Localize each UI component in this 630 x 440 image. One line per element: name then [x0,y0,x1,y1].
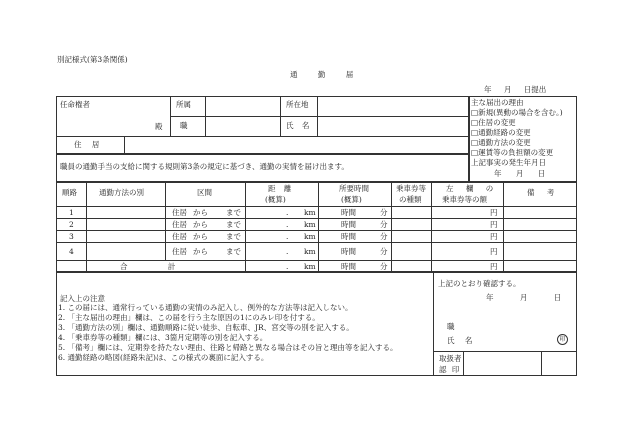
location-label: 所在地 [286,100,309,109]
dept-label: 所属 [176,100,191,109]
header-fare: 左 欄 の [446,184,494,193]
row-3-kara: から [193,232,208,241]
row-4-min: 分 [380,247,388,256]
post-label: 職 [180,121,188,130]
row-1-from: 住居 [172,208,187,217]
row-2-kara: から [193,220,208,229]
reason-new[interactable]: □新規(異動の場合を含む。) [471,108,563,117]
confirm-divider [433,272,434,376]
statement-text: 職員の通勤手当の支給に関する規則第3条の規定に基づき、通勤の実情を届け出ます。 [60,162,349,171]
header-time-sub: (概算) [341,195,362,204]
row-1-time: 時間 [341,208,356,217]
row-1-min: 分 [380,208,388,217]
row-3-from: 住居 [172,232,187,241]
approver-label: 取扱者 [439,354,462,363]
row-1-dot: . [286,208,289,217]
confirm-date: 年 月 日 [486,293,562,302]
row-2-yen: 円 [490,220,498,229]
row-4-km: km [304,247,316,256]
note-5: 5. 「備考」欄には、定期券を持たない理由、往路と帰路と異なる場合はその旨と理由等を記入する。 [58,343,398,352]
row-1-km: km [304,208,316,217]
row-3-min: 分 [380,232,388,241]
row-3-km: km [304,232,316,241]
row-4-kara: から [193,247,208,256]
occurrence-date: 年 月 日 [494,169,546,178]
approver-label-sub: 認 印 [439,365,460,374]
total-time: 時間 [341,262,356,271]
row-4-yen: 円 [490,247,498,256]
header-ticket: 乗車券等 [396,184,426,193]
row-2-time: 時間 [341,220,356,229]
submission-date: 年 月 日提出 [484,85,547,94]
confirm-post-label: 職 [447,322,455,331]
top-section [56,96,469,154]
confirm-name-label: 氏 名 [447,336,473,345]
header-method: 通勤方法の別 [99,188,144,197]
form-label: 別記様式(第3条関係) [57,55,128,64]
row-2-dot: . [286,220,289,229]
row-1-kara: から [193,208,208,217]
header-section: 区間 [197,188,212,197]
total-yen: 円 [490,262,498,271]
note-4: 4. 「乗車券等の種類」欄には、3箇月定期等の別を記入する。 [58,333,268,342]
reason-address-change[interactable]: □住居の変更 [471,118,516,127]
occurrence-label: 上記事実の発生年月日 [471,158,546,167]
header-time: 所要時間 [339,184,369,193]
appointer-label: 任命権者 [60,100,90,109]
row-3-dot: . [286,232,289,241]
notes-title: 記入上の注意 [60,294,105,303]
reasons-title: 主な届出の理由 [471,98,524,107]
row-4-time: 時間 [341,247,356,256]
row-2-from: 住居 [172,220,187,229]
row-3-no: 3 [69,232,74,241]
row-1-made: まで [226,208,241,217]
row-3-time: 時間 [341,232,356,241]
total-label: 合 計 [120,262,176,271]
total-min: 分 [380,262,388,271]
row-4-dot: . [286,247,289,256]
reason-method-change[interactable]: □通勤方法の変更 [471,138,531,147]
page-title: 通 勤 届 [290,70,363,79]
header-route: 順路 [62,188,77,197]
row-4-no: 4 [69,247,74,256]
total-km: km [304,262,316,271]
note-3: 3. 「通勤方法の別」欄は、通勤順路に従い徒歩、自転車、JR、宮交等の別を記入する。 [58,323,354,332]
row-2-no: 2 [69,220,74,229]
row-1-no: 1 [69,208,74,217]
name-label: 氏 名 [286,121,310,130]
header-distance: 距 離 [268,184,292,193]
row-3-made: まで [226,232,241,241]
row-2-made: まで [226,220,241,229]
row-4-made: まで [226,247,241,256]
appointer-dono: 殿 [155,122,163,131]
note-1: 1. この届には、通常行っている通勤の実情のみ記入し、例外的な方法等は記入しない。 [58,303,353,312]
reason-fare-change[interactable]: □運賃等の負担額の変更 [471,148,554,157]
note-2: 2. 「主な届出の理由」欄は、この届を行う主な原因の1にのみレ印を付する。 [58,313,320,322]
row-2-min: 分 [380,220,388,229]
row-2-km: km [304,220,316,229]
header-remarks: 備 考 [527,188,555,197]
header-ticket-sub: の種類 [399,195,422,204]
confirm-statement: 上記のとおり確認する。 [438,279,521,288]
header-distance-sub: (概算) [265,195,286,204]
row-4-from: 住居 [172,247,187,256]
header-fare-sub: 乗車券等の額 [442,195,487,204]
address-label: 住 居 [74,140,100,149]
row-3-yen: 円 [490,232,498,241]
row-1-yen: 円 [490,208,498,217]
reason-route-change[interactable]: □通勤経路の変更 [471,128,531,137]
seal-icon: 印 [557,334,568,345]
note-6: 6. 通勤経路の略図(経路朱記)は、この様式の裏面に記入する。 [58,353,269,362]
total-dot: . [286,262,289,271]
